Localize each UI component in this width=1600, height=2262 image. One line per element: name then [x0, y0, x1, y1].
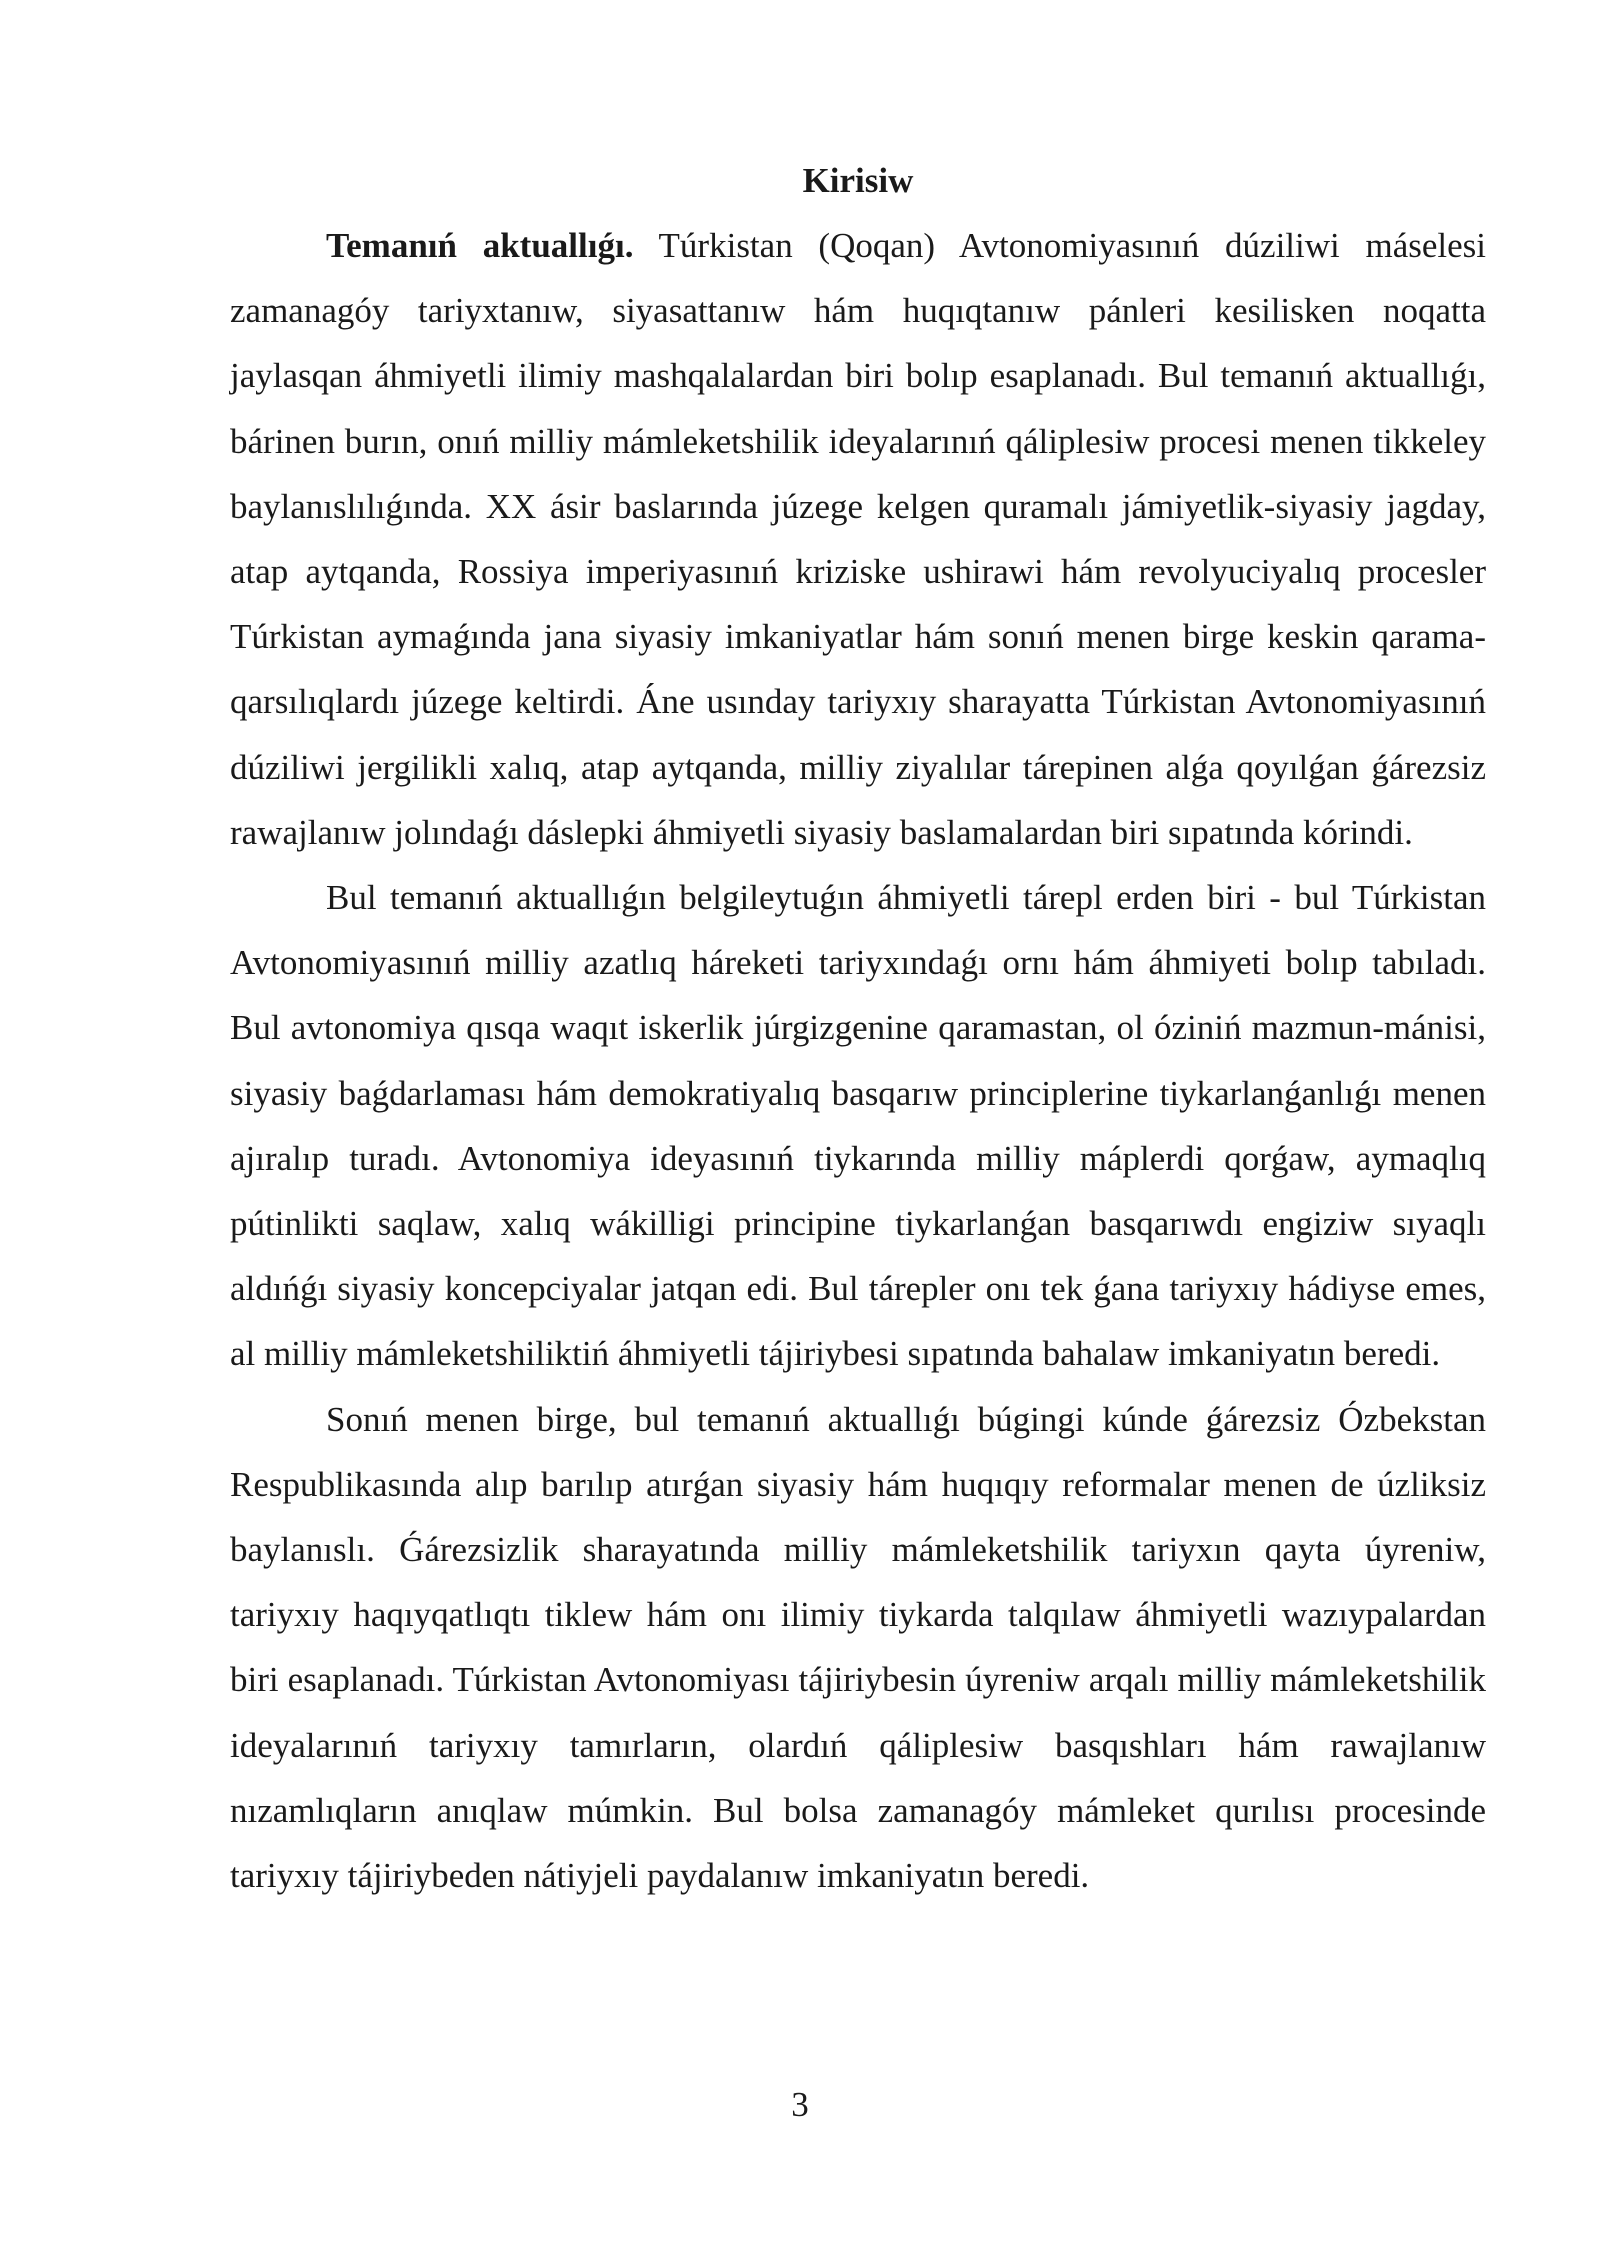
page-number: 3: [791, 2085, 809, 2124]
paragraph-2: [230, 865, 1486, 1387]
paragraph-text: Túrkistan (Qoqan) Avtonomiyasınıń dúziliwi máselesi zamanagóy tariyxtanıw, siyasattanıw hám huqıqtanıw pánleri kesilisken noqatta jaylasqan áhmiyetli ilimiy mashqalalardan biri bolıp esaplanadı. Bul temanıń aktuallıǵı, bárinen burın, onıń milliy mámleketshilik ideyalarınıń qáliplesiw procesi menen tikkeley baylanıslılıǵında. XX ásir baslarında júzege kelgen quramalı jámiyetlik-siyasiy jagday, atap aytqanda, Rossiya imperiyasınıń kriziske ushirawi hám revolyuciyalıq procesler Túrkistan aymaǵında jana siyasiy imkaniyatlar hám sonıń menen birge keskin qarama-qarsılıqlardı júzege keltirdi. Áne usınday tariyxıy sharayatta Túrkistan Avtonomiyasınıń dúziliwi jergilikli xalıq, atap aytqanda, milliy ziyalılar tárepinen alǵa qoyılǵan ǵárezsiz rawajlanıw jolındaǵı dáslepki áhmiyetli siyasiy baslamalardan biri sıpatında kórindi.: [230, 226, 1486, 852]
document-page: [230, 148, 1486, 1908]
paragraph-lead: Temanıń aktuallıǵı.: [326, 226, 634, 265]
section-heading: Kirisiw: [802, 161, 914, 200]
paragraph-1: [230, 213, 1486, 865]
paragraph-text: Bul temanıń aktuallıǵın belgileytuǵın áhmiyetli tárepl erden biri - bul Túrkistan Avtonomiyasınıń milliy azatlıq háreketi tariyxındaǵı ornı hám áhmiyeti bolıp tabıladı. Bul avtonomiya qısqa waqıt iskerlik júrgizgenine qaramastan, ol óziniń mazmun-mánisi, siyasiy baǵdarlaması hám demokratiyalıq basqarıw principlerine tiykarlanǵanlıǵı menen ajıralıp turadı. Avtonomiya ideyasınıń tiykarında milliy máplerdi qorǵaw, aymaqlıq pútinlikti saqlaw, xalıq wákilligi principine tiykarlanǵan basqarıwdı engiziw sıyaqlı aldıńǵı siyasiy koncepciyalar jatqan edi. Bul tárepler onı tek ǵana tariyxıy hádiyse emes, al milliy mámleketshiliktiń áhmiyetli tájiriybesi sıpatında bahalaw imkaniyatın beredi.: [230, 878, 1486, 1374]
paragraph-3: [230, 1387, 1486, 1909]
paragraph-text: Sonıń menen birge, bul temanıń aktuallıǵı búgingi kúnde ǵárezsiz Ózbekstan Respublikasında alıp barılıp atırǵan siyasiy hám huqıqıy reformalar menen de úzliksiz baylanıslı. Ǵárezsizlik sharayatında milliy mámleketshilik tariyxın qayta úyreniw, tariyxıy haqıyqatlıqtı tiklew hám onı ilimiy tiykarda talqılaw áhmiyetli wazıypalardan biri esaplanadı. Túrkistan Avtonomiyası tájiriybesin úyreniw arqalı milliy mámleketshilik ideyalarınıń tariyxıy tamırların, olardıń qáliplesiw basqıshları hám rawajlanıw nızamlıqların anıqlaw múmkin. Bul bolsa zamanagóy mámleket qurılısı procesinde tariyxıy tájiriybeden nátiyjeli paydalanıw imkaniyatın beredi.: [230, 1399, 1486, 1896]
